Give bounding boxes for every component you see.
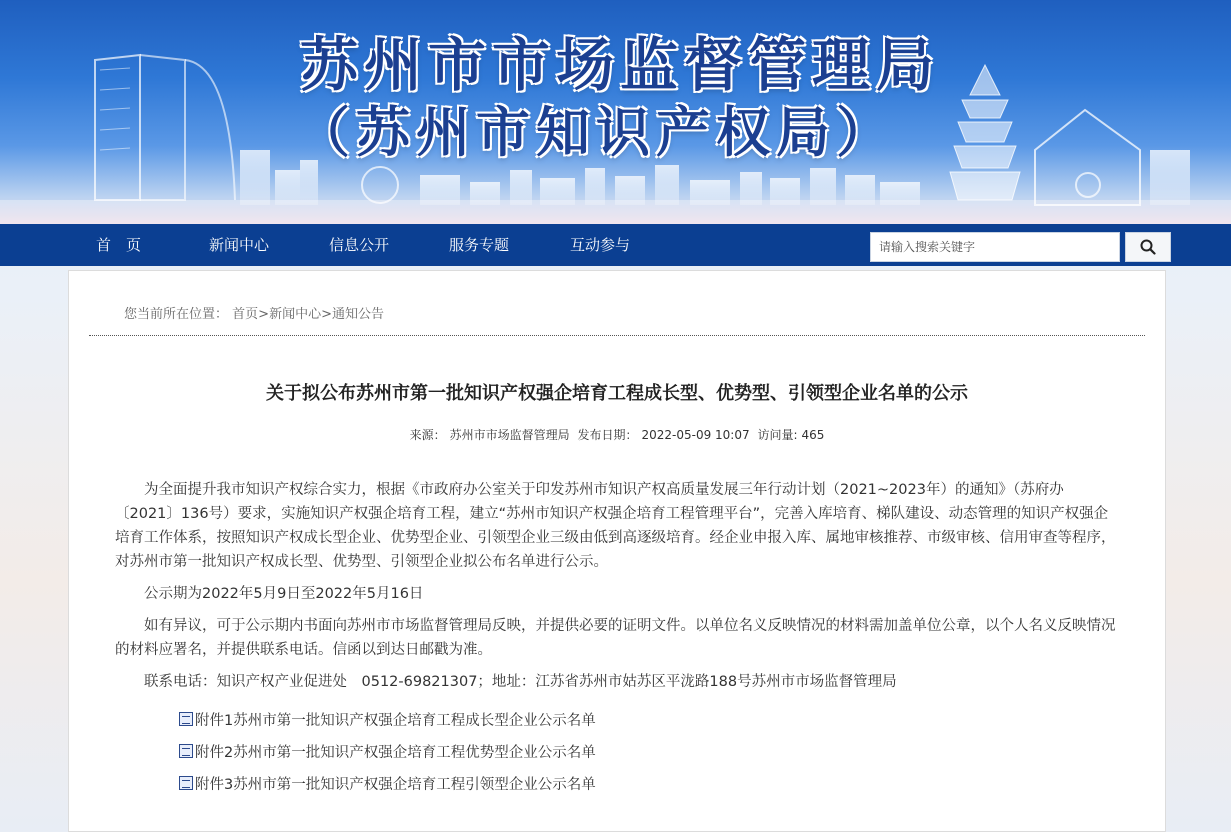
breadcrumb-notices[interactable]: 通知公告 [332, 307, 385, 322]
breadcrumb-separator: > [321, 307, 332, 322]
site-title [296, 30, 941, 166]
breadcrumb-prefix: 您当前所在位置： [124, 307, 229, 322]
breadcrumb-divider [89, 335, 1145, 336]
date-label: 发布日期： [577, 428, 638, 442]
views-value: 465 [801, 428, 825, 442]
breadcrumb [124, 303, 384, 322]
article-paragraph: 为全面提升我市知识产权综合实力，根据《市政府办公室关于印发苏州市知识产权高质量发展三年行动计划（2021~2023年）的通知》（苏府办〔2021〕136号）要求，实施知识产权强企培育工程，建立“苏州市知识产权强企培育工程管理平台”，完善入库培育、梯队建设、动态管理的知识产权强企培育工作体系，按照知识产权成长型企业、优势型企业、引领型企业三级由低到高逐级培育。经企业申报入库、属地审核推荐、市级审核、信用审查等程序，对苏州市第一批知识产权成长型、优势型、引领型企业拟公布名单进行公示。 [115, 482, 1116, 570]
nav-item-interaction[interactable]: 互动参与 [570, 236, 631, 254]
search-button[interactable] [1125, 232, 1171, 262]
site-title-main: 苏州市市场监督管理局 [300, 31, 941, 99]
nav-item-info-disclosure[interactable]: 信息公开 [329, 236, 390, 254]
nav-item-news[interactable]: 新闻中心 [209, 236, 270, 254]
nav-item-services[interactable]: 服务专题 [449, 236, 510, 254]
site-banner [0, 0, 1231, 224]
nav-item-home[interactable]: 首 页 [96, 236, 142, 254]
attachment-link[interactable] [179, 767, 596, 799]
document-icon [179, 776, 193, 790]
views-label: 访问量: [757, 428, 798, 442]
article-paragraph: 公示期为2022年5月9日至2022年5月16日 [144, 586, 424, 602]
attachment-label: 附件1苏州市第一批知识产权强企培育工程成长型企业公示名单 [195, 712, 596, 729]
site-title-sub: （苏州市知识产权局） [296, 101, 896, 164]
date-value: 2022-05-09 10:07 [641, 428, 750, 442]
article-body [115, 478, 1119, 702]
article-paragraph: 如有异议，可于公示期内书面向苏州市市场监督管理局反映，并提供必要的证明文件。以单位名义反映情况的材料需加盖单位公章，以个人名义反映情况的材料应署名，并提供联系电话。信函以到达日邮戳为准。 [115, 618, 1116, 658]
source-value: 苏州市市场监督管理局 [449, 428, 570, 442]
source-label: 来源： [409, 428, 446, 442]
attachments-list [179, 703, 596, 799]
search-icon [1140, 239, 1156, 255]
breadcrumb-news[interactable]: 新闻中心 [269, 307, 322, 322]
attachment-link[interactable] [179, 735, 596, 767]
document-icon [179, 712, 193, 726]
attachment-label: 附件3苏州市第一批知识产权强企培育工程引领型企业公示名单 [195, 776, 596, 793]
article-paragraph: 联系电话：知识产权产业促进处 0512-69821307；地址：江苏省苏州市姑苏区平泷路188号苏州市市场监督管理局 [144, 674, 897, 690]
document-icon [179, 744, 193, 758]
search-input[interactable] [870, 232, 1120, 262]
attachment-link[interactable] [179, 703, 596, 735]
breadcrumb-separator: > [258, 307, 270, 322]
article-meta [69, 426, 1165, 443]
article-title: 关于拟公布苏州市第一批知识产权强企培育工程成长型、优势型、引领型企业名单的公示 [266, 383, 968, 404]
attachment-label: 附件2苏州市第一批知识产权强企培育工程优势型企业公示名单 [195, 744, 596, 761]
content-panel [68, 270, 1166, 832]
breadcrumb-home[interactable]: 首页 [232, 307, 259, 322]
